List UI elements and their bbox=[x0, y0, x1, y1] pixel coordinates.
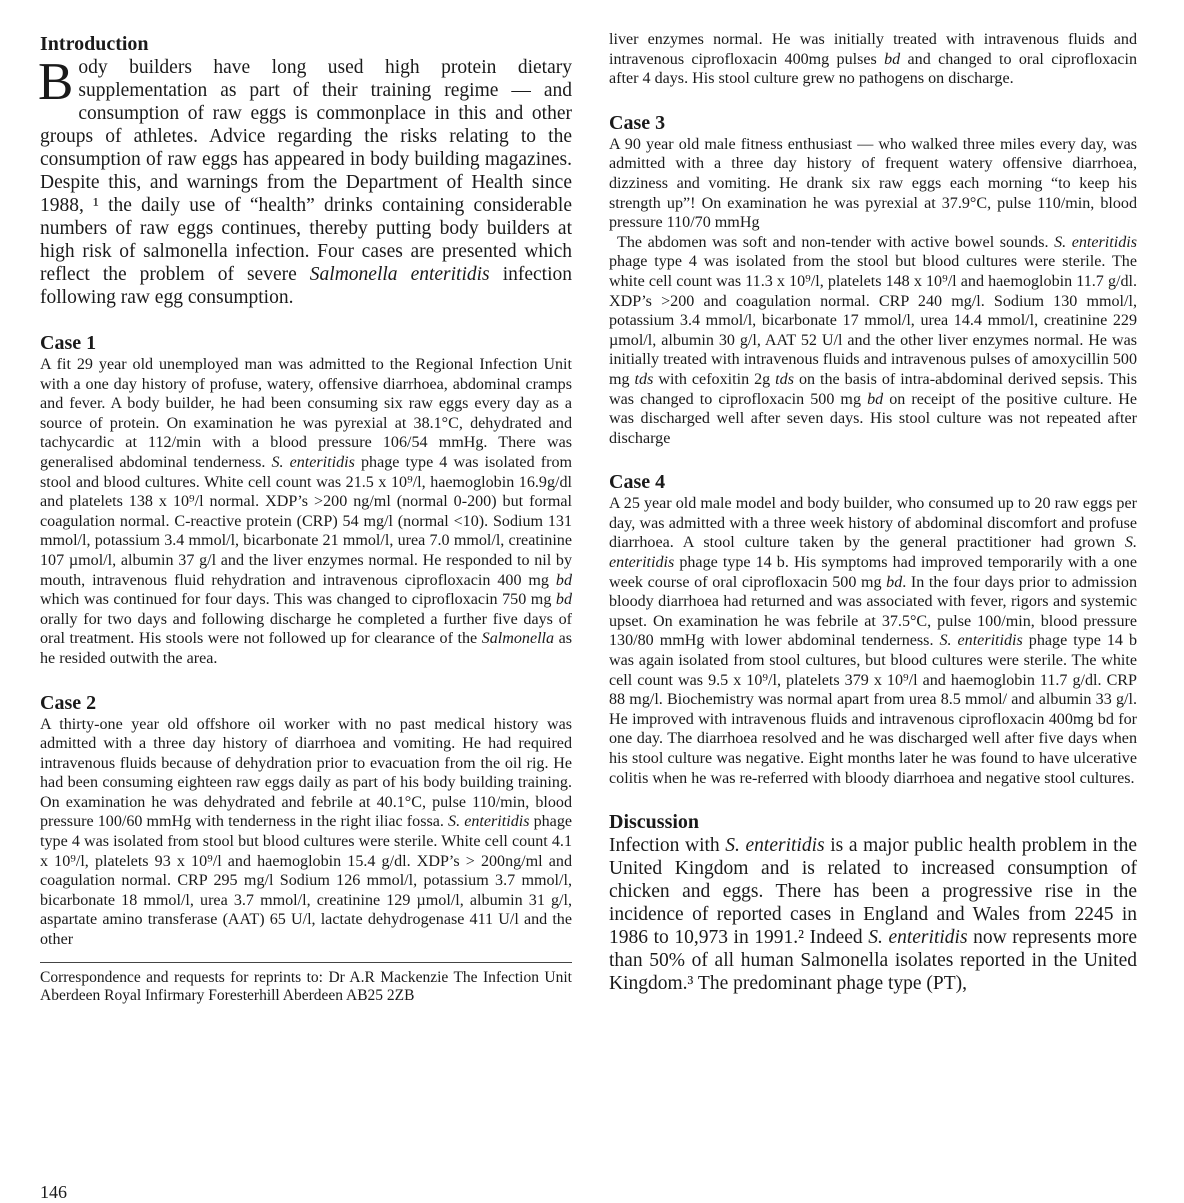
discussion-heading: Discussion bbox=[609, 811, 700, 834]
introduction-paragraph: Body builders have long used high protein dietary supplementation as part of their training regime — and consumption of raw eggs is commonplace in this and other groups of athletes. Advice regarding the risks relating to the consumption of raw eggs has appeared in body building magazines. Despite this, and warnings from the Department of Health since 1988, ¹ the daily use of “health” drinks containing considerable numbers of raw eggs continues, thereby putting body builders at high risk of salmonella infection. Four cases are presented which reflect the problem of severe Salmonella enteritidis infection following raw egg consumption. bbox=[38, 53, 572, 308]
case4-paragraph: A 25 year old male model and body builder, who consumed up to 20 raw eggs per day, was admitted with a three week history of abdominal discomfort and profuse diarrhoea. A stool culture taken by the general practitioner had grown S. enteritidis phage type 14 b. His symptoms had improved temporarily with a one week course of oral ciprofloxacin 500 mg bd. In the four days prior to admission bloody diarrhoea had returned and was associated with fever, rigors and systemic upset. On examination he was febrile at 37.5°C, pulse 100/min, blood pressure 130/80 mmHg with lower abdominal tenderness. S. enteritidis phage type 14 b was again isolated from stool cultures, but blood cultures were sterile. The white cell count was 9.5 x 10⁹/l, platelets 379 x 10⁹/l and haemoglobin 11.7 g/dl. CRP 88 mg/l. Biochemistry was normal apart from urea 8.5 mmol/ and albumin 33 g/l. He improved with intravenous fluids and intravenous ciprofloxacin 400mg bd for one day. The diarrhoea resolved and he was discharged well after five days when his stool culture was negative. Eight months later he was found to have ulcerative colitis when he was re-referred with bloody diarrhoea and negative stool cultures. bbox=[609, 495, 1138, 787]
case3-paragraph-1: A 90 year old male fitness enthusiast — who walked three miles every day, was admitted with a three day history of frequent watery offensive diarrhoea, dizziness and vomiting. He drank six raw eggs each morning “to keep his strength up”! On examination he was pyrexial at 37.9°C, pulse 110/min, blood pressure 110/70 mmHg bbox=[609, 135, 1137, 232]
correspondence-note: Correspondence and requests for reprints to: Dr A.R Mackenzie The Infection Unit Aberdeen Royal Infirmary Foresterhill Aberdeen AB25 2ZB bbox=[40, 968, 572, 1005]
discussion-paragraph: Infection with S. enteritidis is a major public health problem in the United Kingdom and is related to increased consumption of chicken and eggs. There has been a progressive rise in the incidence of reported cases in England and Wales from 2245 in 1986 to 10,973 in 1991.² Indeed S. enteritidis now represents more than 50% of all human Salmonella isolates reported in the United Kingdom.³ The predominant phage type (PT), bbox=[609, 835, 1137, 995]
case2-paragraph: A thirty-one year old offshore oil worker with no past medical history was admitted with a three day history of diarrhoea and vomiting. He had required intravenous fluids because of dehydration prior to evacuation from the oil rig. He had been consuming eighteen raw eggs daily as part of his body building training. On examination he was dehydrated and febrile at 40.1°C, pulse 110/min, blood pressure 100/60 mmHg with tenderness in the right iliac fossa. S. enteritidis phage type 4 was isolated from stool but blood cultures were sterile. White cell count 4.1 x 10⁹/l, platelets 93 x 10⁹/l and haemoglobin 15.4 g/dl. XDP’s > 200ng/ml and coagulation normal. CRP 295 mg/l Sodium 126 mmol/l, potassium 3.7 mmol/l, bicarbonate 18 mmol/l, urea 3.7 mmol/l, creatinine 129 µmol/l, albumin 31 g/l, aspartate amino transferase (AAT) 65 U/l, lactate dehydrogenase 411 U/l and the other bbox=[40, 715, 573, 949]
case3-paragraph-2: The abdomen was soft and non-tender with active bowel sounds. S. enteritidis phage type 4 was isolated from the stool but blood cultures were sterile. The white cell count was 11.3 x 10⁹/l, platelets 148 x 10⁹/l and haemoglobin 11.7 g/dl. XDP’s >200 and coagulation normal. CRP 240 mg/l. Sodium 130 mmol/l, potassium 3.4 mmol/l, bicarbonate 17 mmol/l, urea 14.4 mmol/l, creatinine 229 µmol/l, albumin 30 g/l, AAT 52 U/l and the other liver enzymes normal. He was initially treated with intravenous fluids and intravenous pulses of amoxycillin 500 mg tds with cefoxitin 2g tds on the basis of intra-abdominal derived sepsis. This was changed to ciprofloxacin 500 mg bd on receipt of the positive culture. He was discharged well after seven days. His stool culture was not repeated after discharge bbox=[609, 233, 1137, 447]
case2-heading: Case 2 bbox=[40, 691, 97, 714]
left-column bbox=[40, 30, 572, 1005]
introduction-heading: Introduction bbox=[40, 33, 149, 55]
case1-paragraph: A fit 29 year old unemployed man was admitted to the Regional Infection Unit with a one day history of profuse, watery, offensive diarrhoea, abdominal cramps and fever. A body builder, he had been consuming six raw eggs every day as a source of protein. On examination he was pyrexial at 38.1°C, dehydrated and tachycardic at 112/min with a blood pressure 106/54 mmHg. There was generalised abdominal tenderness. S. enteritidis phage type 4 was isolated from stool and blood cultures. White cell count was 21.5 x 10⁹/l, haemoglobin 16.9g/dl and platelets 138 x 10⁹/l normal. XDP’s >200 ng/ml (normal 0-200) but formal coagulation normal. C-reactive protein (CRP) 54 mg/l (normal <10). Sodium 131 mmol/l, potassium 3.4 mmol/l, bicarbonate 21 mmol/l, urea 7.0 mmol/l, creatinine 107 µmol/l, albumin 37 g/l and the liver enzymes normal. He responded to nil by mouth, intravenous fluid rehydration and intravenous ciprofloxacin 400 mg bd which was continued for four days. This was changed to ciprofloxacin 750 mg bd orally for two days and following discharge he completed a further five days of oral treatment. His stools were not followed up for clearance of the Salmonella as he resided outwith the area. bbox=[40, 356, 573, 667]
case4-heading: Case 4 bbox=[609, 471, 666, 494]
case2-continuation: liver enzymes normal. He was initially treated with intravenous fluids and intravenous ciprofloxacin 400mg pulses bd and changed to oral ciprofloxacin after 4 days. His stool culture grew no pathogens on discharge. bbox=[609, 31, 1137, 88]
right-column bbox=[609, 30, 1137, 995]
drop-cap: B bbox=[38, 53, 74, 111]
case1-heading: Case 1 bbox=[40, 332, 97, 354]
case3-heading: Case 3 bbox=[609, 111, 666, 134]
page-number: 146 bbox=[40, 1182, 67, 1202]
footnote-divider bbox=[40, 962, 572, 963]
